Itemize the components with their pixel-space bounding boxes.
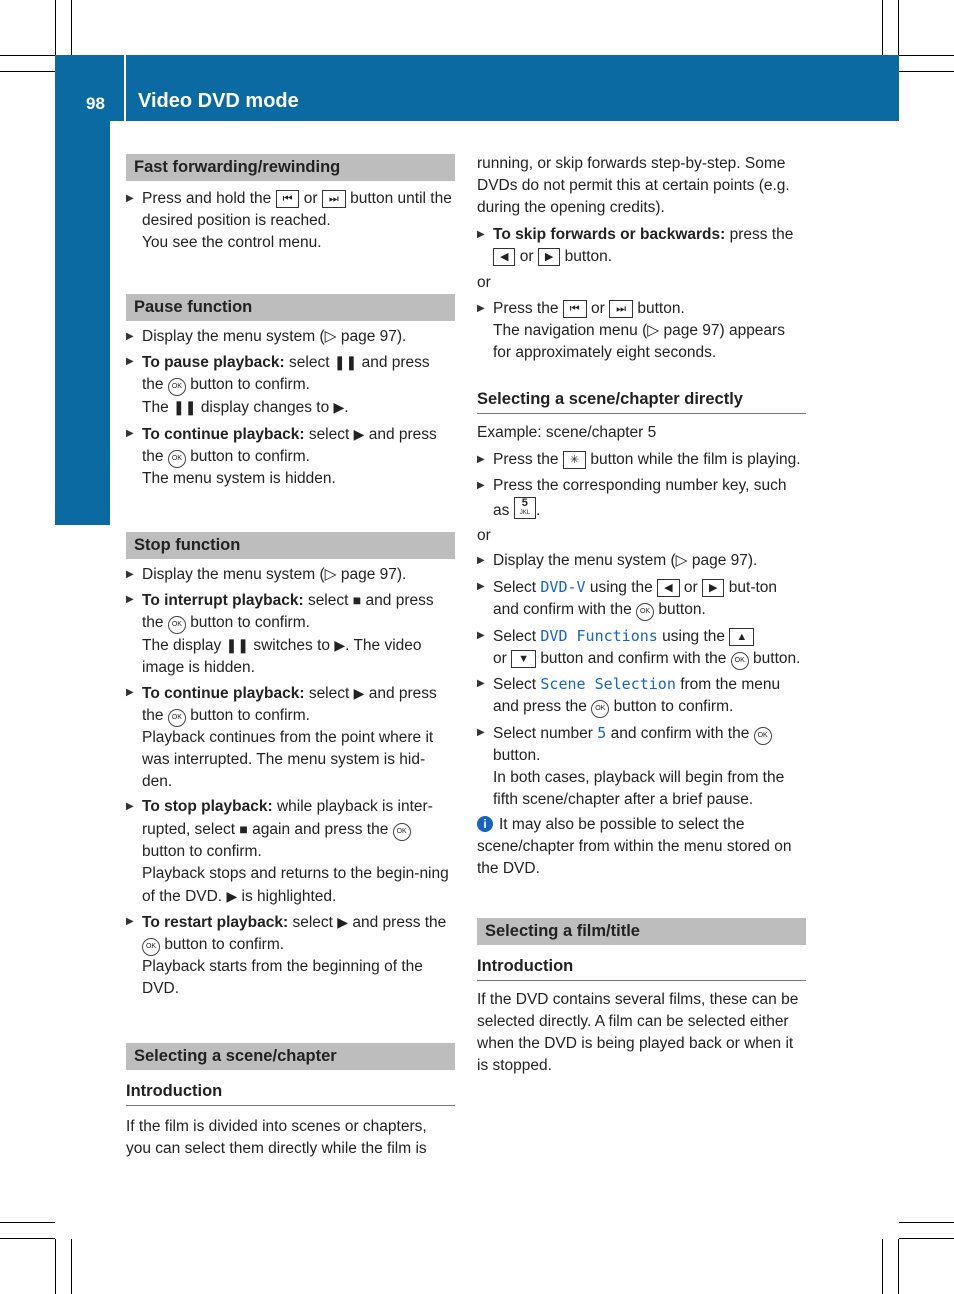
list-item: ▶ Select DVD-V using the ◀ or ▶ but-ton and confirm with the OK button. — [477, 576, 806, 621]
section-title: Pause function — [126, 294, 455, 321]
ok-icon: OK — [168, 378, 186, 396]
crop-mark — [899, 1222, 954, 1223]
subsection-title: Selecting a scene/chapter directly — [477, 388, 806, 414]
crop-mark — [55, 0, 56, 55]
list-item: ▶ To restart playback: select ▶ and press the OK button to confirm. Playback starts from the beginning of the DVD. — [126, 911, 455, 1000]
list-item: ▶ Display the menu system (▷ page 97). — [126, 564, 455, 586]
info-icon: i — [477, 816, 493, 832]
crop-mark — [0, 1222, 55, 1223]
list-item: ▶ Select Scene Selection from the menu and press the OK button to confirm. — [477, 673, 806, 718]
stop-icon: ■ — [239, 821, 248, 837]
list-item: ▶ To continue playback: select ▶ and press the OK button to confirm. Playback continues from the point where it was interrupted. The menu system is hid-den. — [126, 682, 455, 793]
list-item: ▶ To pause playback: select ❚❚ and press the OK button to confirm. The ❚❚ display changes to ▶. — [126, 351, 455, 419]
side-label: Rear Seat Entertainment — [82, 191, 109, 470]
down-key-icon: ▼ — [511, 650, 536, 668]
pause-icon: ❚❚ — [225, 637, 250, 653]
play-icon: ▶ — [353, 426, 365, 442]
crop-mark — [882, 1239, 883, 1294]
ok-icon: OK — [142, 938, 160, 956]
rewind-key-icon: ⏮ — [276, 190, 300, 208]
rewind-key-icon: ⏮ — [563, 300, 587, 318]
ok-icon: OK — [168, 709, 186, 727]
crop-mark — [898, 1239, 899, 1294]
list-item: ▶ To continue playback: select ▶ and press the OK button to confirm. The menu system is hidden. — [126, 423, 455, 490]
crop-mark — [0, 71, 55, 72]
crop-mark — [71, 1239, 72, 1294]
section-title: Selecting a film/title — [477, 918, 806, 945]
list-item: ▶ To stop playback: while playback is inter-rupted, select ■ again and press the OK button to confirm. Playback stops and returns to the begin-ning of the DVD. ▶ is highlighted. — [126, 796, 455, 908]
section-title: Stop function — [126, 532, 455, 559]
play-icon: ▶ — [353, 685, 365, 701]
crop-mark — [0, 55, 55, 56]
or-text: or — [477, 527, 491, 544]
list-item: ▶ Press the ✳ button while the film is playing. — [477, 449, 806, 471]
ok-icon: OK — [591, 700, 609, 718]
crop-mark — [882, 0, 883, 55]
up-key-icon: ▲ — [729, 628, 754, 646]
ok-icon: OK — [754, 727, 772, 745]
paragraph: running, or skip forwards step-by-step. Some DVDs do not permit this at certain points (e.g. during the opening credits). — [477, 155, 790, 216]
list-item: ▶ Select number 5 and confirm with the OK button. In both cases, playback will begin from the fifth scene/chapter after a brief pause. — [477, 722, 806, 811]
paragraph: If the DVD contains several films, these can be selected directly. A film can be selected either when the DVD is being played back or when it is stopped. — [477, 991, 799, 1074]
crop-mark — [899, 1238, 954, 1239]
play-icon: ▶ — [334, 637, 346, 653]
crop-mark — [898, 0, 899, 55]
info-note: i It may also be possible to select the scene/chapter from within the menu stored on the DVD. — [477, 816, 792, 877]
crop-mark — [899, 55, 954, 56]
paragraph: Example: scene/chapter 5 — [477, 424, 657, 441]
list-item: ▶ Press and hold the ⏮ or ⏭ button until the desired position is reached. You see the control menu. — [126, 188, 455, 254]
list-item: ▶ Press the ⏮ or ⏭ button. The navigation menu (▷ page 97) appears for approximately eight seconds. — [477, 298, 806, 364]
ok-icon: OK — [636, 603, 654, 621]
list-item: ▶ Select DVD Functions using the ▲ or ▼ button and confirm with the OK button. — [477, 625, 806, 670]
crop-mark — [0, 1238, 55, 1239]
right-column — [477, 153, 806, 1077]
ok-icon: OK — [731, 652, 749, 670]
list-item: ▶ Display the menu system (▷ page 97). — [126, 326, 455, 348]
ok-icon: OK — [168, 450, 186, 468]
section-title: Selecting a scene/chapter — [126, 1043, 455, 1070]
list-item: ▶ Press the corresponding number key, such as 5 JKL . — [477, 475, 806, 522]
or-text: or — [477, 274, 491, 291]
paragraph: If the film is divided into scenes or chapters, you can select them directly while the film is — [126, 1118, 427, 1157]
left-key-icon: ◀ — [493, 248, 515, 266]
play-icon: ▶ — [337, 914, 349, 930]
ok-icon: OK — [393, 823, 411, 841]
left-column — [126, 154, 455, 1160]
play-icon: ▶ — [333, 399, 345, 415]
subsection-title: Introduction — [477, 955, 806, 981]
right-key-icon: ▶ — [702, 579, 724, 597]
ok-icon: OK — [168, 616, 186, 634]
crop-mark — [55, 1239, 56, 1294]
stop-icon: ■ — [352, 592, 362, 608]
pause-icon: ❚❚ — [173, 399, 197, 415]
list-item: ▶ Display the menu system (▷ page 97). — [477, 550, 806, 572]
forward-key-icon: ⏭ — [609, 300, 633, 318]
pause-icon: ❚❚ — [333, 354, 358, 370]
crop-mark — [71, 0, 72, 55]
forward-key-icon: ⏭ — [322, 190, 346, 208]
header-divider — [124, 55, 126, 121]
page-number: 98 — [86, 94, 105, 113]
number-5-key-icon: 5 JKL — [514, 497, 536, 519]
right-key-icon: ▶ — [538, 248, 560, 266]
crop-mark — [899, 71, 954, 72]
play-icon: ▶ — [226, 888, 238, 904]
page-title: Video DVD mode — [138, 90, 299, 112]
list-item: ▶ To skip forwards or backwards: press the ◀ or ▶ button. — [477, 224, 806, 268]
list-item: ▶ To interrupt playback: select ■ and press the OK button to confirm. The display ❚❚ switches to ▶. The video image is hidden. — [126, 589, 455, 679]
star-key-icon: ✳ — [563, 451, 586, 469]
left-key-icon: ◀ — [657, 579, 679, 597]
subsection-title: Introduction — [126, 1080, 455, 1106]
section-title: Fast forwarding/rewinding — [126, 154, 455, 181]
